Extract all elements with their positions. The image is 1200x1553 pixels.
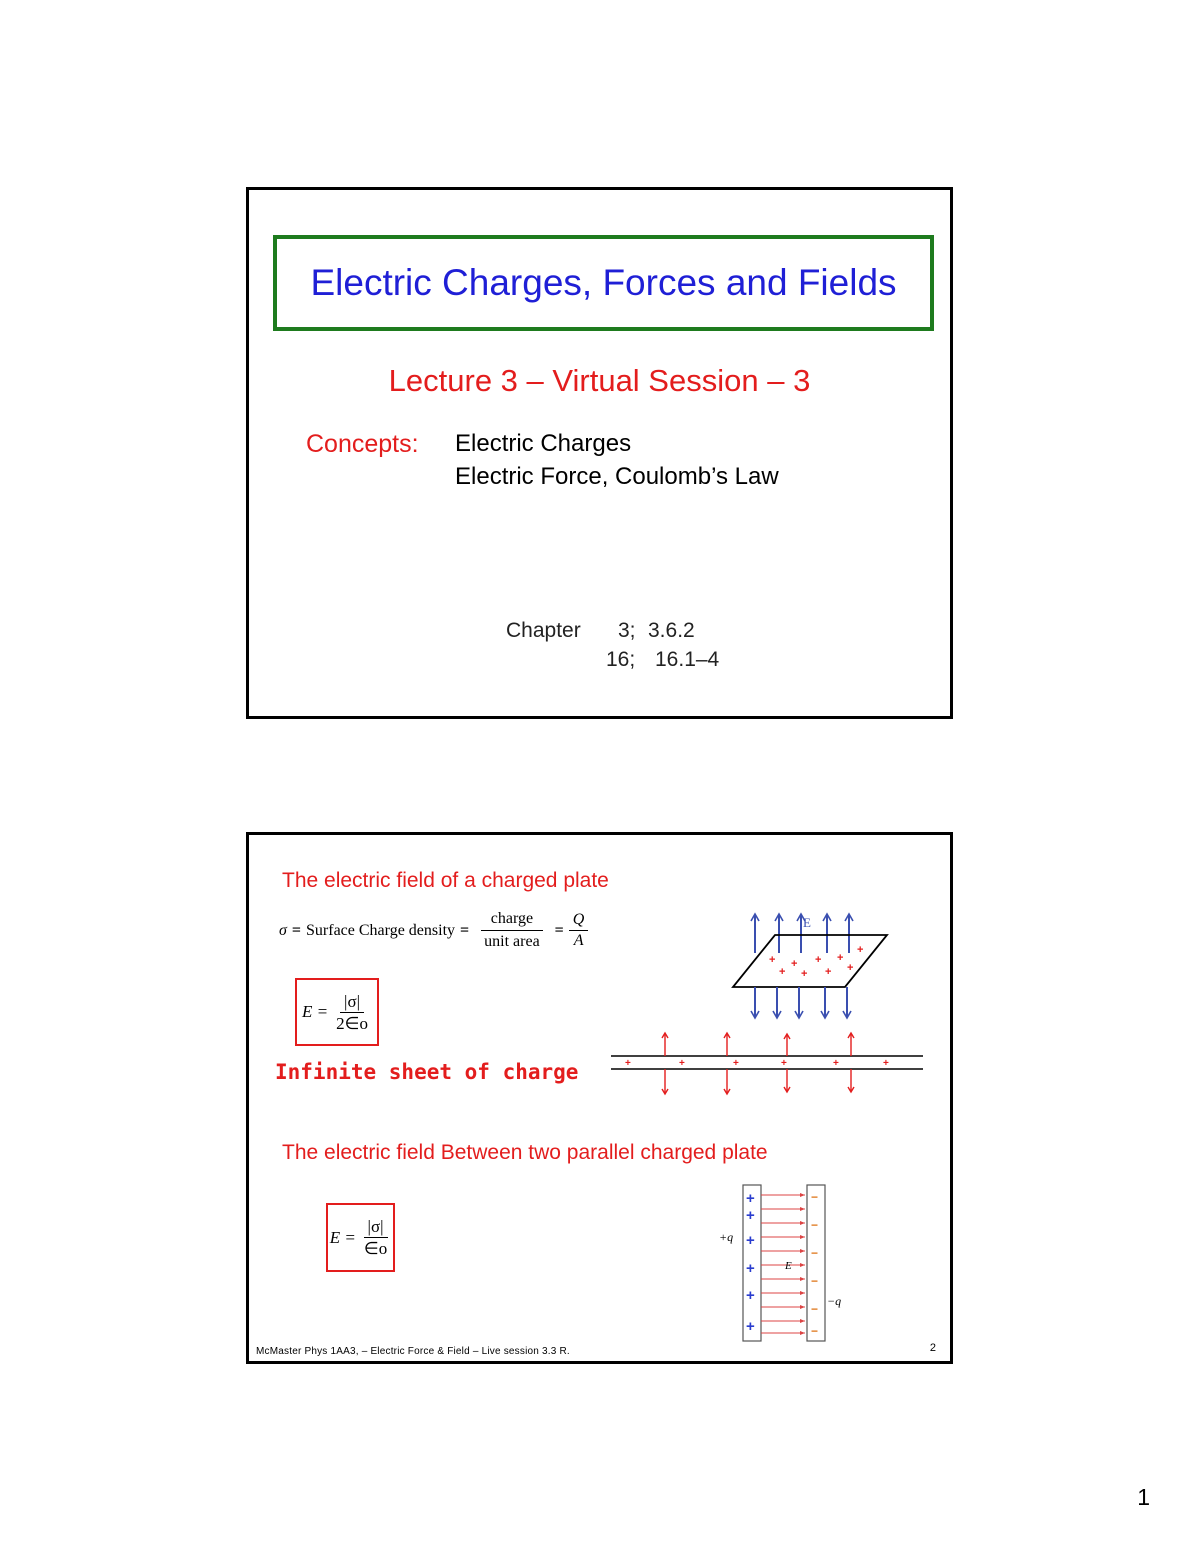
equals-sign: = <box>460 921 470 939</box>
concept-item: Electric Force, Coulomb’s Law <box>455 463 779 490</box>
svg-text:+: + <box>801 968 808 980</box>
concepts-label: Concepts: <box>306 430 419 458</box>
equation-lhs: E = <box>302 1002 329 1021</box>
equation-fraction <box>360 1218 391 1257</box>
heading-charged-plate: The electric field of a charged plate <box>282 869 609 892</box>
svg-text:−: − <box>811 1246 819 1260</box>
chapter-number: 16; <box>606 648 636 671</box>
title-frame <box>273 235 934 331</box>
fraction-denominator: A <box>573 932 584 949</box>
equals-sign: = <box>291 921 302 939</box>
svg-text:−: − <box>811 1274 819 1288</box>
chapter-sections: 16.1–4 <box>655 648 720 671</box>
svg-text:+: + <box>815 954 822 966</box>
charged-plate-diagram <box>729 911 889 1021</box>
chapter-number: 3; <box>618 619 636 642</box>
svg-text:+: + <box>746 1260 755 1277</box>
fraction-denominator: 2∈o <box>336 1013 368 1033</box>
fraction-numerator: charge <box>481 911 543 931</box>
svg-text:+: + <box>733 1058 739 1069</box>
field-label: E <box>803 915 811 930</box>
svg-text:+: + <box>746 1287 755 1304</box>
svg-text:+: + <box>791 958 798 970</box>
slide-footer: McMaster Phys 1AA3, – Electric Force & Field – Live session 3.3 R. <box>256 1346 570 1357</box>
slide-2 <box>246 832 953 1364</box>
svg-text:+: + <box>625 1058 631 1069</box>
svg-text:+: + <box>825 966 832 978</box>
minus-q-label: −q <box>827 1294 842 1308</box>
equation-box-sheet <box>295 978 379 1046</box>
field-arrowheads <box>800 1193 805 1335</box>
fraction-denominator: unit area <box>484 933 540 950</box>
page-number: 1 <box>1137 1484 1150 1510</box>
heading-parallel-plates: The electric field Between two parallel charged plate <box>282 1141 768 1164</box>
svg-text:+: + <box>746 1190 755 1207</box>
svg-text:+: + <box>746 1232 755 1249</box>
fraction-numerator: |σ| <box>364 1218 388 1238</box>
svg-text:+: + <box>679 1058 685 1069</box>
field-arrows-down <box>755 987 847 1017</box>
concept-item: Electric Charges <box>455 430 632 457</box>
slide-1 <box>246 187 953 719</box>
svg-text:−: − <box>811 1302 819 1316</box>
field-lines <box>761 1195 805 1333</box>
arrowheads-down <box>751 1011 851 1018</box>
plus-q-label: +q <box>719 1230 734 1244</box>
svg-text:+: + <box>837 952 844 964</box>
svg-text:−: − <box>811 1190 819 1204</box>
plate-outline <box>733 935 887 987</box>
sheet-charges <box>625 1058 889 1069</box>
equals-sign: = <box>554 921 564 939</box>
equation-fraction <box>332 993 372 1032</box>
svg-text:−: − <box>811 1218 819 1232</box>
equation-lhs: E = <box>329 1227 356 1247</box>
field-arrows-up <box>755 915 849 953</box>
fraction-denominator: ∈o <box>363 1239 388 1258</box>
svg-text:+: + <box>769 954 776 966</box>
svg-text:−: − <box>811 1324 819 1338</box>
lecture-subtitle: Lecture 3 – Virtual Session – 3 <box>388 363 811 398</box>
svg-text:+: + <box>833 1058 839 1069</box>
field-vector-label: E <box>785 1260 792 1272</box>
fraction-numerator: |σ| <box>340 993 364 1013</box>
svg-text:+: + <box>746 1207 755 1224</box>
q-over-a-fraction <box>569 912 589 949</box>
negative-plate <box>807 1185 825 1341</box>
svg-text:+: + <box>746 1318 755 1335</box>
sheet-field-arrows <box>662 1033 854 1094</box>
fraction-numerator: Q <box>569 912 589 931</box>
chapter-sections: 3.6.2 <box>648 619 695 642</box>
svg-text:+: + <box>779 966 786 978</box>
chapter-label: Chapter <box>506 619 581 642</box>
svg-text:+: + <box>781 1058 787 1069</box>
infinite-sheet-label: Infinite sheet of charge <box>275 1060 579 1084</box>
svg-text:+: + <box>857 944 864 956</box>
slide-number: 2 <box>929 1342 936 1354</box>
slide-title: Electric Charges, Forces and Fields <box>310 262 897 303</box>
sigma-symbol: σ <box>279 921 287 939</box>
svg-text:+: + <box>883 1058 889 1069</box>
sheet-side-view-diagram <box>611 1031 925 1097</box>
svg-text:+: + <box>847 962 854 974</box>
parallel-plates-diagram <box>719 1183 859 1345</box>
equation-box-parallel <box>326 1203 395 1272</box>
surface-charge-density-formula <box>279 911 588 950</box>
charge-per-area-fraction <box>474 911 550 950</box>
density-label: Surface Charge density <box>306 921 456 939</box>
